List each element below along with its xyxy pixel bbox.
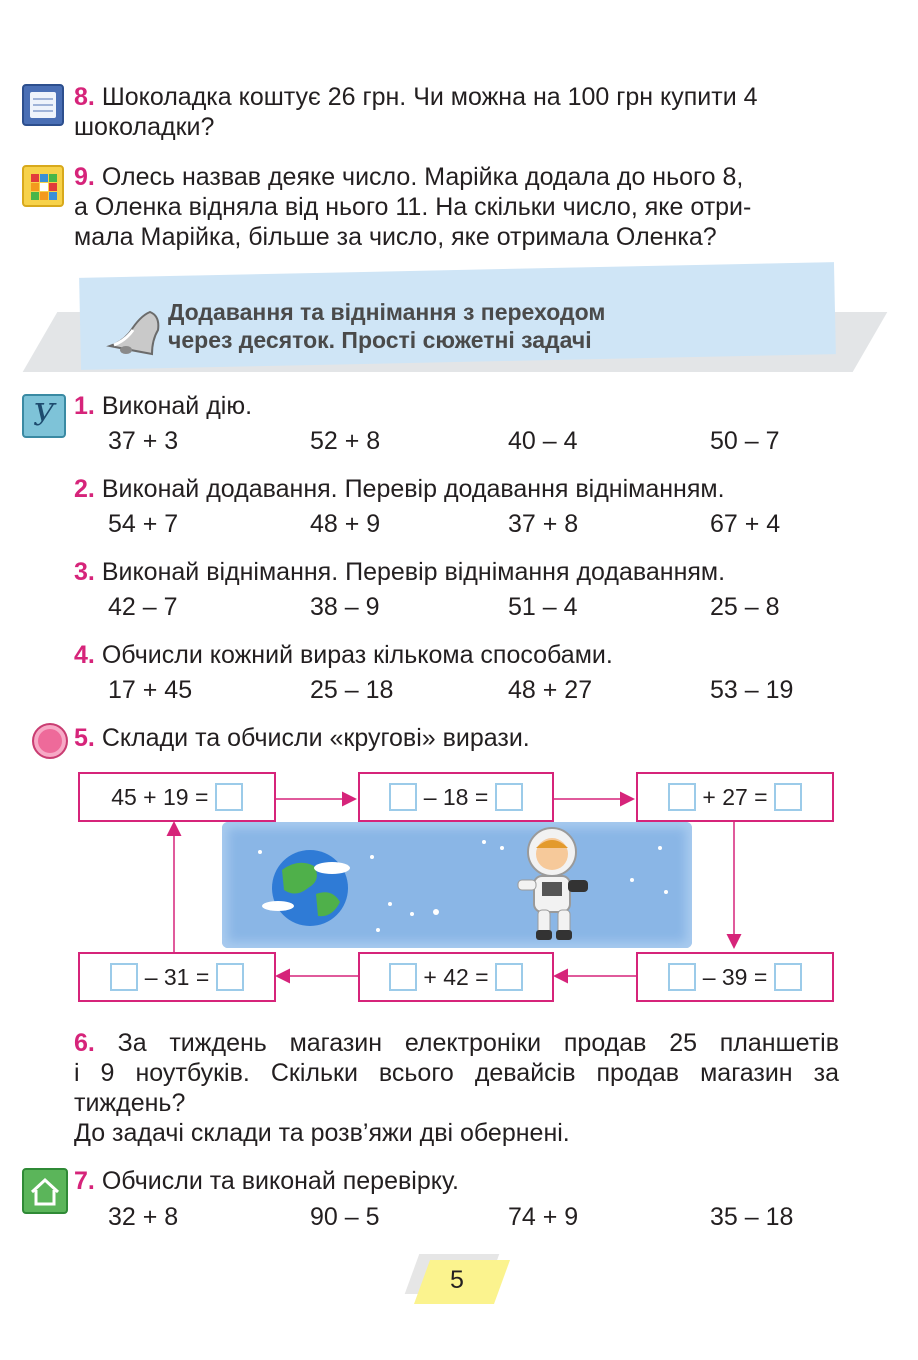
task-text-line: До задачі склади та розв’яжи дві обернені. [74,1119,570,1147]
expression: 17 + 45 [108,676,193,704]
expression: 40 – 4 [508,427,578,455]
task-7-heading: 7. Обчисли та виконай перевірку. [74,1167,459,1195]
answer-square[interactable] [774,963,802,991]
expression: 74 + 9 [508,1203,579,1231]
task-5-heading: 5. Склади та обчисли «кругові» вирази. [74,724,530,752]
expression: 54 + 7 [108,510,179,538]
banner-line: через десяток. Прості сюжетні задачі [168,327,592,353]
answer-square[interactable] [215,783,243,811]
expression: 38 – 9 [310,593,380,621]
page-number: 5 [450,1266,464,1294]
task-text-line: Олесь назвав деяке число. Марійка додала до нього 8, [101,163,744,191]
task-3-heading: 3. Виконай віднімання. Перевір віднімання додаванням. [74,558,726,586]
task-number: 9. [74,163,95,191]
expression: 25 – 18 [310,676,394,704]
circle-box-6: – 31 = [78,952,276,1002]
expression: 37 + 3 [108,427,179,455]
circle-box-3: + 27 = [636,772,834,822]
task-text-line: а Оленка відняла від нього 11. На скільки число, яке отри- [74,193,752,221]
answer-square[interactable] [495,963,523,991]
expression: 25 – 8 [710,593,780,621]
expression: 48 + 9 [310,510,381,538]
answer-square[interactable] [668,963,696,991]
expression: 51 – 4 [508,593,578,621]
expression: 37 + 8 [508,510,579,538]
circle-box-2: – 18 = [358,772,554,822]
task-text: Шоколадка коштує 26 грн. Чи можна на 100 грн купити 4 шоколадки? [74,83,758,141]
circle-box-4: – 39 = [636,952,834,1002]
letter-u-icon: У [22,394,66,438]
answer-square[interactable] [110,963,138,991]
expression: 67 + 4 [710,510,781,538]
home-icon [22,1168,68,1214]
answer-square[interactable] [495,783,523,811]
task-1-heading: 1. Виконай дію. [74,392,253,420]
task-text-line: тиждень? [74,1089,186,1117]
task-6: 6. За тиждень магазин електроніки продав 25 планшетів і 9 ноутбуків. Скільки всього девайсів продав магазин за тиждень? До задачі склади та розв’яжи дві обернені. [74,1029,839,1147]
circle-box-5: + 42 = [358,952,554,1002]
expression: 48 + 27 [508,676,593,704]
answer-square[interactable] [774,783,802,811]
expression: 35 – 18 [710,1203,794,1231]
task-2-heading: 2. Виконай додавання. Перевір додавання відніманням. [74,475,725,503]
task-text-line: мала Марійка, більше за число, яке отримала Оленка? [74,223,717,251]
task-4-heading: 4. Обчисли кожний вираз кількома способами. [74,641,613,669]
banner-line: Додавання та віднімання з переходом [168,299,606,325]
expression: 32 + 8 [108,1203,179,1231]
task-number: 6. [74,1029,95,1057]
answer-square[interactable] [216,963,244,991]
task-number: 8. [74,83,95,111]
answer-square[interactable] [389,783,417,811]
circle-box-1: 45 + 19 = [78,772,276,822]
expression: 50 – 7 [710,427,780,455]
expression: 52 + 8 [310,427,381,455]
expression: 53 – 19 [710,676,794,704]
answer-square[interactable] [668,783,696,811]
expression: 42 – 7 [108,593,178,621]
task-text-line: і 9 ноутбуків. Скільки всього девайсів продав магазин за [74,1059,839,1087]
expression: 90 – 5 [310,1203,380,1231]
answer-square[interactable] [389,963,417,991]
